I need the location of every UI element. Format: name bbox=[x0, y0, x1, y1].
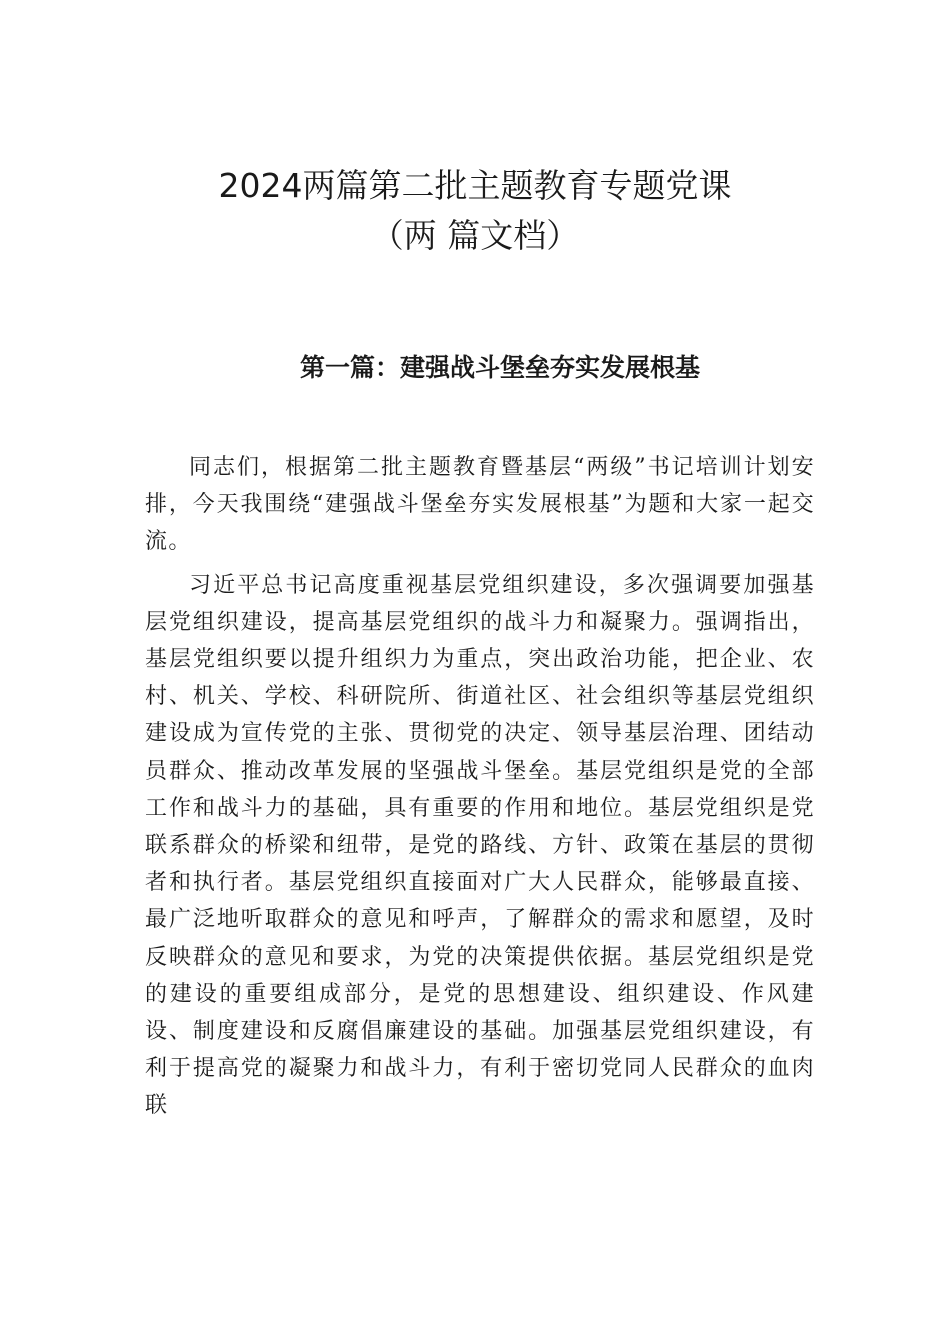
paragraph: 同志们，根据第二批主题教育暨基层“两级”书记培训计划安排，今天我围绕“建强战斗堡垒夯实发展根基”为题和大家一起交流。 bbox=[145, 455, 815, 555]
document-title-line-1: 2024两篇第二批主题教育专题党课 bbox=[218, 166, 732, 205]
document-body bbox=[145, 449, 815, 1125]
section-heading: 第一篇：建强战斗堡垒夯实发展根基 bbox=[299, 353, 700, 382]
document-title-line-2: （两 篇文档） bbox=[370, 216, 580, 255]
paragraph: 习近平总书记高度重视基层党组织建设，多次强调要加强基层党组织建设，提高基层党组织的战斗力和凝聚力。强调指出，基层党组织要以提升组织力为重点，突出政治功能，把企业、农村、机关、学校、科研院所、街道社区、社会组织等基层党组织建设成为宣传党的主张、贯彻党的决定、领导基层治理、团结动员群众、推动改革发展的坚强战斗堡垒。基层党组织是党的全部工作和战斗力的基础，具有重要的作用和地位。基层党组织是党联系群众的桥梁和纽带，是党的路线、方针、政策在基层的贯彻者和执行者。基层党组织直接面对广大人民群众，能够最直接、最广泛地听取群众的意见和呼声，了解群众的需求和愿望，及时反映群众的意见和要求，为党的决策提供依据。基层党组织是党的建设的重要组成部分，是党的思想建设、组织建设、作风建设、制度建设和反腐倡廉建设的基础。加强基层党组织建设，有利于提高党的凝聚力和战斗力，有利于密切党同人民群众的血肉联 bbox=[145, 572, 815, 1119]
